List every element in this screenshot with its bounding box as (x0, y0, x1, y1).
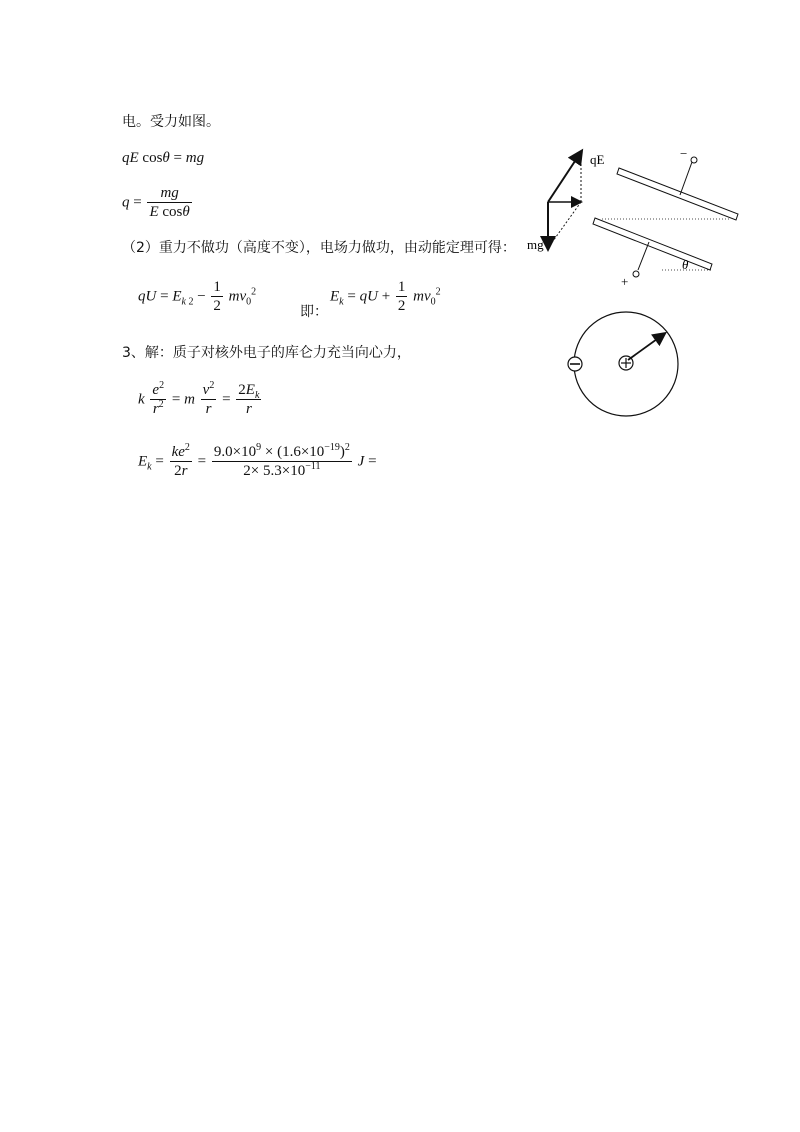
upper-plate (617, 168, 738, 220)
theta-label: θ (682, 257, 689, 272)
intro-text: 电。受力如图。 (122, 114, 220, 130)
mg-label: mg (527, 237, 544, 252)
part3-text: 3、解：质子对核外电子的库仑力充当向心力， (122, 345, 411, 361)
qE-label: qE (590, 152, 605, 167)
atom-orbit-figure (560, 308, 690, 428)
part2-text: （2）重力不做功（高度不变），电场力做功，由动能定理可得： (122, 240, 516, 256)
lower-plate (593, 218, 712, 270)
qE-arrow-icon (548, 152, 581, 202)
force-diagram-figure (520, 140, 750, 290)
ji-label: 即： (300, 304, 328, 320)
equation-qE-cos-theta: qE cosθ = mg (122, 150, 205, 166)
equation-Ek-numeric: $E_k$ = $\frac{ke^2}{2r}$ = $\frac{9.0\times 10^9 \times (1.6\times 10^{-19})^2}{2\times 5.3\times 10^{-11}}$ J = (138, 442, 377, 479)
lower-terminal-icon (633, 271, 639, 277)
equation-coulomb: k $\frac{e^2}{r^2}$ = m $\frac{v^2}{r}$ = $\frac{2E_k}{r}$ (138, 380, 260, 417)
equation-qU: qU = $E_{k 2}$ − $\frac{1}{2}$ $mv_0^2$ (138, 279, 257, 314)
upper-terminal-icon (691, 157, 697, 163)
equation-q: q = $\frac{mg}{\text{E cosθ}}$ (122, 185, 190, 220)
radius-arrow-icon (628, 334, 664, 360)
minus-label: − (680, 146, 688, 161)
equation-Ek: $E_k$ = qU + $\frac{1}{2}$ $mv_0^2$ (330, 279, 441, 314)
plus-label: + (621, 274, 629, 289)
